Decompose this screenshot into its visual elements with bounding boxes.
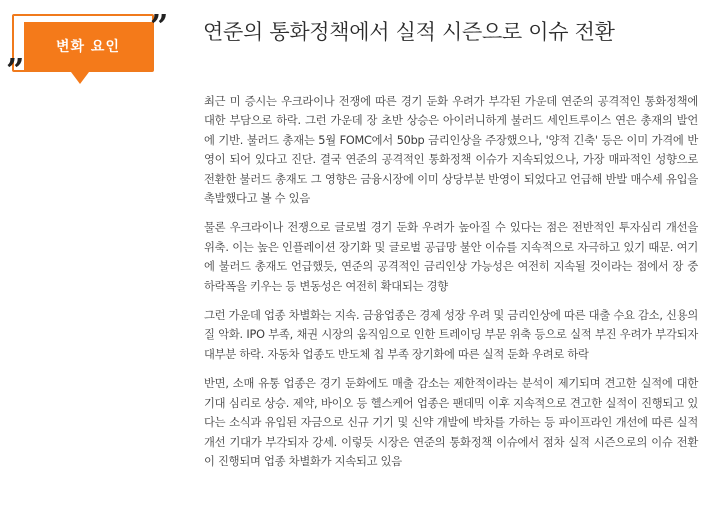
badge-label: 변화 요인 [24,22,152,70]
page-title: 연준의 통화정책에서 실적 시즌으로 이슈 전환 [203,20,615,44]
quote-mark-open: ” [150,7,169,45]
badge-frame [12,14,154,72]
badge-pointer [68,68,92,84]
paragraph: 그런 가운데 업종 차별화는 지속. 금융업종은 경제 성장 우려 및 금리인상에 따른 대출 수요 감소, 신용의 질 악화. IPO 부족, 채권 시장의 움직임으로 인한 트레이딩 부문 위축 등으로 실적 부진 우려가 부각되자 대부분 하락. 자동차 업종도 반도체 칩 부족 장기화에 따른 실적 둔화 우려로 하락 [204,309,698,361]
paragraph: 반면, 소매 유통 업종은 경기 둔화에도 매출 감소는 제한적이라는 분석이 제기되며 견고한 실적에 대한 기대 심리로 상승. 제약, 바이오 등 헬스케어 업종은 팬데믹 이후 지속적으로 견고한 실적이 진행되고 있다는 소식과 유입된 자금으로 신규 기기 및 신약 개발에 박차를 가하는 등 파이프라인 개선에 따른 실적 개선 기대가 부각되자 강세. 이렇듯 시장은 연준의 통화정책 이슈에서 점차 실적 시즌으로의 이슈 전환이 진행되며 업종 차별화가 지속되고 있음 [204,377,698,468]
paragraph: 물론 우크라이나 전쟁으로 글로벌 경기 둔화 우려가 높아질 수 있다는 점은 전반적인 투자심리 개선을 위축. 이는 높은 인플레이션 장기화 및 글로벌 공급망 불안 이슈를 지속적으로 자극하고 있기 때문. 여기에 불러드 총재도 언급했듯, 연준의 공격적인 금리인상 가능성은 여전히 지속될 것이라는 점에서 장 중 하락폭을 키우는 등 변동성은 여전히 확대되는 경향 [204,221,698,293]
section-badge [6,7,169,104]
paragraph: 최근 미 증시는 우크라이나 전쟁에 따른 경기 둔화 우려가 부각된 가운데 연준의 공격적인 통화정책에 대한 부담으로 하락. 그런 가운데 장 초반 상승은 아이러니하게 불러드 세인트루이스 연은 총재의 발언에 기반. 불러드 총재는 5월 FOMC에서 50bp 금리인상을 주장했으나, '양적 긴축' 등은 이미 가격에 반영이 되어 있다고 진단. 결국 연준의 공격적인 통화정책 이슈가 지속되었으나, 가장 매파적인 성향으로 전환한 불러드 총재도 그 영향은 금융시장에 이미 상당부분 반영이 되었다고 언급해 반발 매수세 유입을 촉발했다고 볼 수 있음 [204,95,698,206]
quote-mark-close: ” [6,51,25,89]
article-body [204,92,698,481]
